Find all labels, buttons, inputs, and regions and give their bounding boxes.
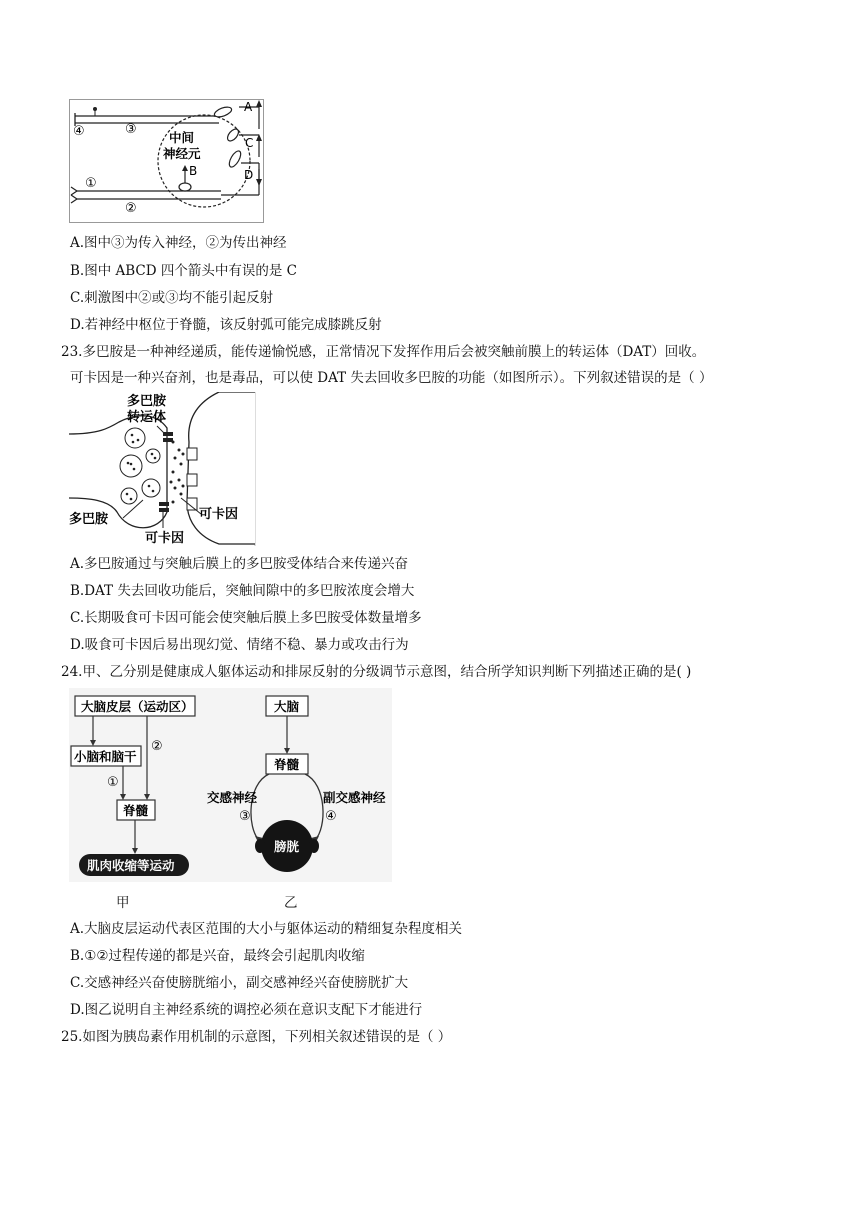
q25-stem: 25.如图为胰岛素作用机制的示意图，下列相关叙述错误的是（ ） [61,1029,452,1045]
yi-path-4: ④ [325,809,337,824]
q23-stem-line-2: 可卡因是一种兴奋剂，也是毒品，可以使 DAT 失去回收多巴胺的功能（如图所示）。下列叙述错误的是（ ） [70,370,713,386]
caption-yi: 乙 [284,895,298,911]
label-dopamine: 多巴胺 [69,512,109,527]
reflex-arc-figure [69,99,264,223]
label-cocaine-right: 可卡因 [199,507,239,522]
q24-option-d: D.图乙说明自主神经系统的调控必须在意识支配下才能进行 [70,1002,423,1018]
yi-path-3: ③ [239,809,251,824]
label-B: B [189,164,198,178]
synapse-figure [69,392,256,546]
yi-sympathetic: 交感神经 [207,790,258,805]
yi-parasympathetic: 副交感神经 [323,790,386,805]
label-dat-2: 转运体 [127,410,167,425]
q23-option-a: A.多巴胺通过与突触后膜上的多巴胺受体结合来传递兴奋 [70,556,409,572]
label-A: A [244,100,253,114]
q24-option-b: B.①②过程传递的都是兴奋，最终会引起肌肉收缩 [70,948,365,964]
q23-option-c: C.长期吸食可卡因可能会使突触后膜上多巴胺受体数量增多 [70,610,422,626]
q24-stem: 24.甲、乙分别是健康成人躯体运动和排尿反射的分级调节示意图，结合所学知识判断下列描述正确的是( ) [61,664,692,680]
label-D: D [244,168,254,182]
q23-stem-line-1: 23.多巴胺是一种神经递质，能传递愉悦感，正常情况下发挥作用后会被突触前膜上的转运体（DAT）回收。 [61,344,706,360]
reflex-arc-diagram [69,99,264,223]
label-C: C [245,136,254,150]
jia-cortex: 大脑皮层（运动区） [81,699,194,714]
label-dat-1: 多巴胺 [127,394,167,409]
q23-option-d: D.吸食可卡因后易出现幻觉、情绪不稳、暴力或攻击行为 [70,637,409,653]
yi-spinal: 脊髓 [274,757,300,772]
q24-option-c: C.交感神经兴奋使膀胱缩小，副交感神经兴奋使膀胱扩大 [70,975,409,991]
label-1: ① [85,176,97,191]
jia-cerebellum: 小脑和脑干 [74,749,137,764]
label-3: ③ [125,122,137,137]
regulation-figure [69,688,392,882]
regulation-diagram [69,688,392,882]
label-4: ④ [73,124,85,139]
yi-brain: 大脑 [274,699,300,714]
label-inter-2: 神经元 [163,146,201,161]
q22-option-a: A.图中③为传入神经，②为传出神经 [70,235,287,251]
q22-option-c: C.刺激图中②或③均不能引起反射 [70,290,274,306]
synapse-diagram [69,392,256,546]
jia-muscle: 肌肉收缩等运动 [87,858,175,873]
label-inter-1: 中间 [169,130,195,145]
label-2: ② [125,201,137,216]
label-cocaine-bottom: 可卡因 [145,531,185,546]
jia-spinal: 脊髓 [123,803,149,818]
jia-path-2: ② [151,739,163,754]
yi-bladder: 膀胱 [274,839,300,854]
q22-option-d: D.若神经中枢位于脊髓，该反射弧可能完成膝跳反射 [70,317,382,333]
q23-option-b: B.DAT 失去回收功能后，突触间隙中的多巴胺浓度会增大 [70,583,415,599]
caption-jia: 甲 [116,895,130,911]
jia-path-1: ① [107,775,119,790]
q24-option-a: A.大脑皮层运动代表区范围的大小与躯体运动的精细复杂程度相关 [70,921,463,937]
q22-option-b: B.图中 ABCD 四个箭头中有误的是 C [70,263,297,279]
